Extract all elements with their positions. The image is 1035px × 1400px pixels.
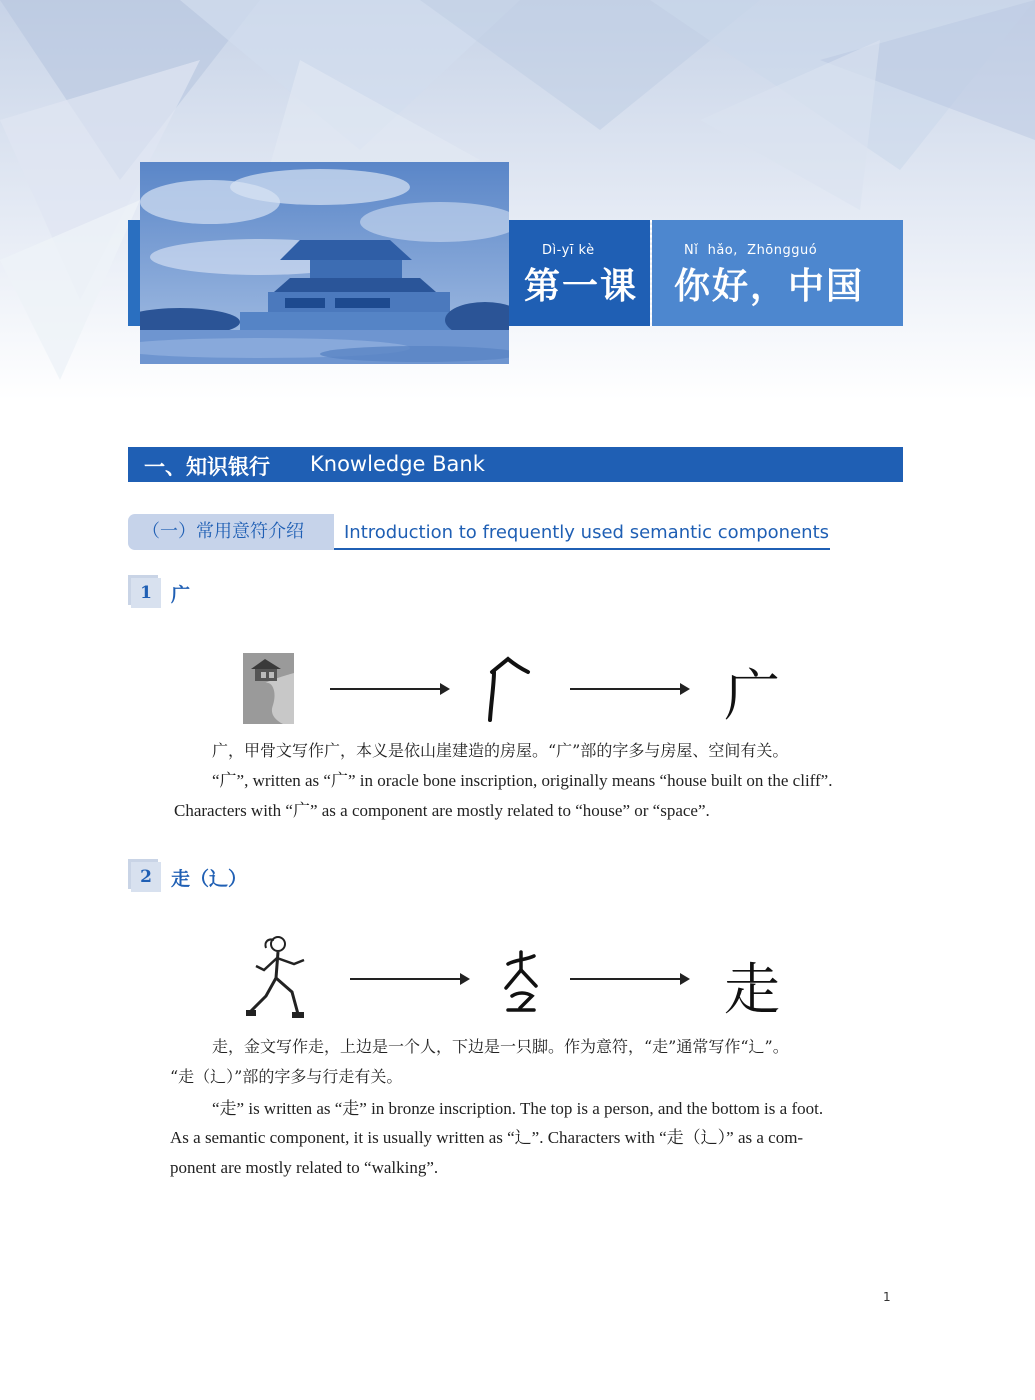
lesson-title: 你好，中国 [674,266,865,307]
arrow-right-icon [570,978,688,980]
item-text-en: As a semantic component, it is usually written as “辶”. Characters with “走（辶）” as a com- [170,1128,804,1147]
subsection-underline [334,548,830,550]
lesson-number: 第一课 [524,266,639,307]
item-text-zh: “走（辶）”部的字多与行走有关。 [170,1067,403,1086]
modern-character: 广 [724,664,780,729]
lesson-number-pinyin: Dì-yī kè [542,243,595,258]
item-label: 走（辶） [171,868,248,890]
arrow-right-icon [330,688,448,690]
arrow-right-icon [570,688,688,690]
item-number-badge: 1 [131,578,163,610]
item-label: 广 [171,584,191,606]
item-text-zh: 广，甲骨文写作广，本义是依山崖建造的房屋。“广”部的字多与房屋、空间有关。 [212,741,789,760]
section-title-en: Knowledge Bank [310,452,485,476]
item-text-en: “广”, written as “广” in oracle bone inscription, originally means “house built on the cliff”. [212,771,833,790]
house-cliff-image [243,653,294,724]
item-text-zh: 走，金文写作走，上边是一个人，下边是一只脚。作为意符，“走”通常写作“辶”。 [212,1037,789,1056]
oracle-bone-guang-glyph [484,654,534,722]
lesson-title-pinyin: Nǐ hǎo, Zhōngguó [684,243,818,258]
section-header [128,447,903,482]
section-title-zh: 一、知识银行 [144,455,270,479]
bronze-zou-glyph [500,948,542,1014]
subsection-title-en: Introduction to frequently used semantic components [344,522,829,543]
item-number-badge: 2 [131,862,163,894]
item-text-en: Characters with “广” as a component are mostly related to “house” or “space”. [174,801,710,820]
arrow-right-icon [350,978,468,980]
subsection-title-zh: （一）常用意符介绍 [128,514,334,550]
item-text-en: ponent are mostly related to “walking”. [170,1158,439,1177]
item-text-en: “走” is written as “走” in bronze inscription. The top is a person, and the bottom is a foot. [212,1099,824,1118]
modern-character: 走 [724,958,780,1023]
runner-image [246,934,310,1024]
lesson-photo [140,162,509,364]
page-number: 1 [883,1290,891,1304]
title-left-tab [128,220,140,326]
